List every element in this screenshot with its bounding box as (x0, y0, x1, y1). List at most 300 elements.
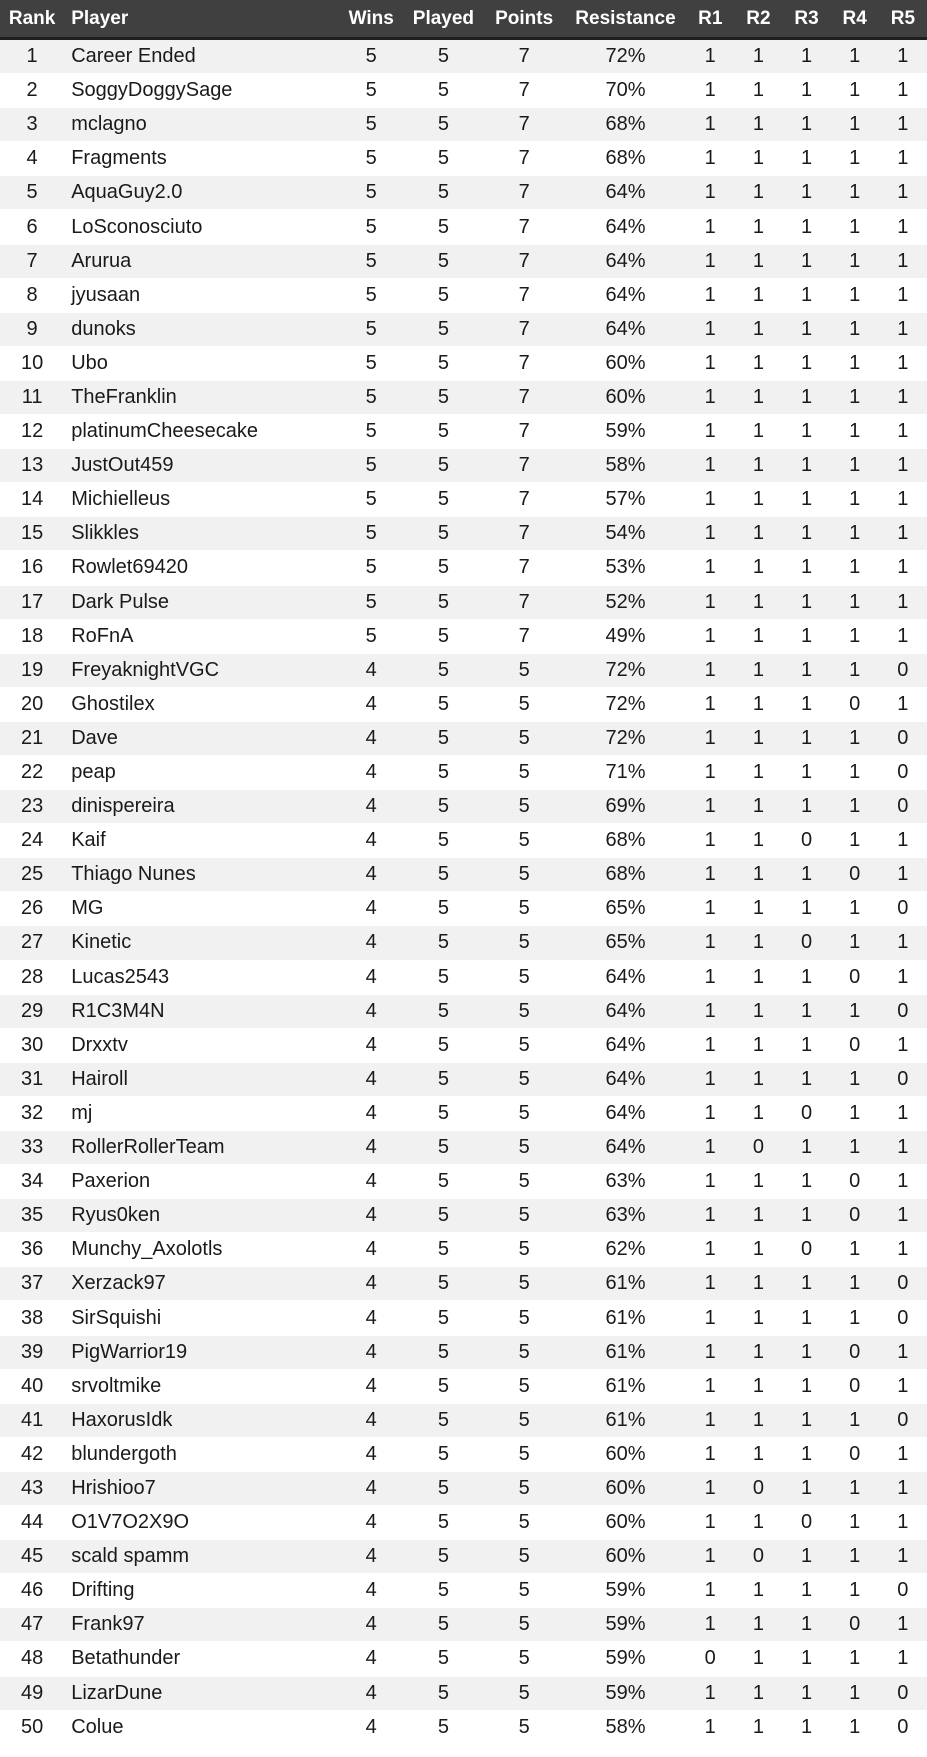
cell-r3: 1 (782, 1574, 830, 1608)
cell-points: 5 (484, 824, 565, 858)
cell-played: 5 (403, 721, 483, 755)
cell-player: Xerzack97 (64, 1267, 339, 1301)
cell-r3: 1 (782, 960, 830, 994)
cell-resistance: 71% (565, 755, 686, 789)
cell-r3: 1 (782, 176, 830, 210)
cell-resistance: 64% (565, 1028, 686, 1062)
cell-wins: 4 (339, 1540, 403, 1574)
cell-r2: 1 (734, 415, 782, 449)
cell-points: 7 (484, 312, 565, 346)
cell-player: Paxerion (64, 1165, 339, 1199)
table-row (0, 1131, 927, 1165)
cell-r2: 1 (734, 449, 782, 483)
cell-r5: 1 (879, 1165, 927, 1199)
cell-player: Thiago Nunes (64, 858, 339, 892)
column-header-wins[interactable]: Wins (339, 0, 403, 39)
cell-r1: 1 (686, 108, 734, 142)
cell-played: 5 (403, 1506, 483, 1540)
cell-r5: 0 (879, 653, 927, 687)
cell-player: dunoks (64, 312, 339, 346)
cell-wins: 4 (339, 1608, 403, 1642)
cell-resistance: 64% (565, 1062, 686, 1096)
cell-wins: 4 (339, 687, 403, 721)
cell-played: 5 (403, 1471, 483, 1505)
cell-resistance: 68% (565, 824, 686, 858)
table-body (0, 39, 927, 1745)
cell-points: 5 (484, 1437, 565, 1471)
table-row (0, 1062, 927, 1096)
column-header-points[interactable]: Points (484, 0, 565, 39)
cell-r2: 1 (734, 960, 782, 994)
cell-player: Ryus0ken (64, 1199, 339, 1233)
cell-r4: 1 (831, 1403, 879, 1437)
cell-r4: 1 (831, 653, 879, 687)
cell-r3: 1 (782, 1676, 830, 1710)
cell-resistance: 59% (565, 415, 686, 449)
cell-player: R1C3M4N (64, 994, 339, 1028)
table-row (0, 483, 927, 517)
cell-r5: 1 (879, 517, 927, 551)
cell-r4: 1 (831, 1301, 879, 1335)
cell-r4: 1 (831, 721, 879, 755)
cell-r3: 1 (782, 1335, 830, 1369)
cell-r2: 1 (734, 994, 782, 1028)
cell-player: srvoltmike (64, 1369, 339, 1403)
cell-played: 5 (403, 483, 483, 517)
column-header-played[interactable]: Played (403, 0, 483, 39)
cell-played: 5 (403, 1403, 483, 1437)
cell-r1: 0 (686, 1642, 734, 1676)
cell-player: Drifting (64, 1574, 339, 1608)
cell-r4: 1 (831, 380, 879, 414)
cell-r2: 0 (734, 1540, 782, 1574)
cell-player: LizarDune (64, 1676, 339, 1710)
table-row (0, 380, 927, 414)
cell-r2: 1 (734, 1096, 782, 1130)
cell-r2: 1 (734, 1369, 782, 1403)
cell-resistance: 59% (565, 1676, 686, 1710)
table-row (0, 1335, 927, 1369)
cell-played: 5 (403, 790, 483, 824)
cell-player: Slikkles (64, 517, 339, 551)
cell-wins: 5 (339, 176, 403, 210)
cell-player: Hairoll (64, 1062, 339, 1096)
table-row (0, 415, 927, 449)
cell-r4: 1 (831, 892, 879, 926)
column-header-resistance[interactable]: Resistance (565, 0, 686, 39)
cell-played: 5 (403, 1165, 483, 1199)
cell-r2: 1 (734, 74, 782, 108)
cell-player: Career Ended (64, 39, 339, 74)
table-row (0, 39, 927, 74)
cell-played: 5 (403, 1369, 483, 1403)
cell-r4: 1 (831, 483, 879, 517)
table-row (0, 1574, 927, 1608)
cell-rank: 49 (0, 1676, 64, 1710)
column-header-player[interactable]: Player (64, 0, 339, 39)
cell-rank: 48 (0, 1642, 64, 1676)
cell-wins: 5 (339, 74, 403, 108)
cell-resistance: 61% (565, 1267, 686, 1301)
cell-rank: 12 (0, 415, 64, 449)
cell-r5: 1 (879, 142, 927, 176)
cell-player: Dark Pulse (64, 585, 339, 619)
cell-rank: 3 (0, 108, 64, 142)
cell-resistance: 64% (565, 1096, 686, 1130)
cell-r5: 1 (879, 346, 927, 380)
cell-r2: 1 (734, 312, 782, 346)
cell-wins: 5 (339, 312, 403, 346)
cell-r2: 1 (734, 278, 782, 312)
cell-r2: 1 (734, 176, 782, 210)
cell-rank: 19 (0, 653, 64, 687)
cell-points: 7 (484, 517, 565, 551)
cell-points: 5 (484, 1062, 565, 1096)
cell-resistance: 65% (565, 892, 686, 926)
cell-rank: 4 (0, 142, 64, 176)
cell-wins: 4 (339, 1403, 403, 1437)
cell-r4: 1 (831, 790, 879, 824)
cell-r3: 1 (782, 653, 830, 687)
cell-r5: 1 (879, 1437, 927, 1471)
table-row (0, 108, 927, 142)
cell-r1: 1 (686, 1506, 734, 1540)
cell-rank: 42 (0, 1437, 64, 1471)
cell-wins: 4 (339, 892, 403, 926)
cell-wins: 4 (339, 1233, 403, 1267)
cell-rank: 6 (0, 210, 64, 244)
cell-resistance: 60% (565, 346, 686, 380)
cell-resistance: 58% (565, 449, 686, 483)
cell-r2: 1 (734, 1233, 782, 1267)
cell-r5: 1 (879, 278, 927, 312)
column-header-r2[interactable]: R2 (734, 0, 782, 39)
cell-r4: 0 (831, 858, 879, 892)
cell-r3: 1 (782, 721, 830, 755)
cell-r3: 0 (782, 1096, 830, 1130)
cell-resistance: 68% (565, 142, 686, 176)
table-row (0, 960, 927, 994)
cell-player: Colue (64, 1710, 339, 1744)
cell-r2: 1 (734, 926, 782, 960)
table-row (0, 142, 927, 176)
cell-points: 7 (484, 142, 565, 176)
cell-r1: 1 (686, 1403, 734, 1437)
cell-r3: 1 (782, 1471, 830, 1505)
cell-r3: 1 (782, 551, 830, 585)
cell-r4: 1 (831, 176, 879, 210)
cell-r2: 1 (734, 721, 782, 755)
cell-points: 7 (484, 74, 565, 108)
cell-r1: 1 (686, 415, 734, 449)
cell-rank: 15 (0, 517, 64, 551)
cell-resistance: 60% (565, 1437, 686, 1471)
table-row (0, 824, 927, 858)
cell-r2: 1 (734, 790, 782, 824)
cell-r4: 1 (831, 1506, 879, 1540)
table-row (0, 755, 927, 789)
cell-player: blundergoth (64, 1437, 339, 1471)
cell-played: 5 (403, 1335, 483, 1369)
table-row (0, 1437, 927, 1471)
cell-played: 5 (403, 312, 483, 346)
cell-r4: 1 (831, 619, 879, 653)
cell-r2: 1 (734, 1062, 782, 1096)
cell-r2: 1 (734, 1199, 782, 1233)
cell-resistance: 49% (565, 619, 686, 653)
column-header-r1[interactable]: R1 (686, 0, 734, 39)
cell-r5: 1 (879, 380, 927, 414)
cell-r2: 1 (734, 1608, 782, 1642)
table-row (0, 687, 927, 721)
cell-resistance: 72% (565, 721, 686, 755)
cell-r3: 1 (782, 312, 830, 346)
cell-r4: 1 (831, 994, 879, 1028)
cell-resistance: 64% (565, 278, 686, 312)
cell-played: 5 (403, 1574, 483, 1608)
cell-played: 5 (403, 755, 483, 789)
cell-wins: 4 (339, 1165, 403, 1199)
cell-r2: 0 (734, 1471, 782, 1505)
table-row (0, 619, 927, 653)
cell-r4: 0 (831, 1165, 879, 1199)
cell-wins: 5 (339, 483, 403, 517)
cell-r3: 1 (782, 39, 830, 74)
cell-resistance: 62% (565, 1233, 686, 1267)
cell-player: FreyaknightVGC (64, 653, 339, 687)
column-header-rank[interactable]: Rank (0, 0, 64, 39)
cell-r1: 1 (686, 721, 734, 755)
cell-r1: 1 (686, 517, 734, 551)
cell-wins: 4 (339, 1676, 403, 1710)
cell-resistance: 61% (565, 1335, 686, 1369)
cell-r1: 1 (686, 1028, 734, 1062)
cell-rank: 50 (0, 1710, 64, 1744)
cell-player: Ubo (64, 346, 339, 380)
cell-wins: 4 (339, 1471, 403, 1505)
column-header-r4[interactable]: R4 (831, 0, 879, 39)
cell-played: 5 (403, 1642, 483, 1676)
cell-r5: 1 (879, 1131, 927, 1165)
cell-rank: 9 (0, 312, 64, 346)
cell-r3: 1 (782, 1403, 830, 1437)
cell-r2: 1 (734, 1301, 782, 1335)
table-row (0, 1471, 927, 1505)
cell-points: 5 (484, 926, 565, 960)
cell-played: 5 (403, 415, 483, 449)
cell-r1: 1 (686, 142, 734, 176)
cell-r3: 1 (782, 415, 830, 449)
cell-points: 5 (484, 1267, 565, 1301)
cell-r5: 1 (879, 1642, 927, 1676)
cell-r2: 1 (734, 517, 782, 551)
table-row (0, 517, 927, 551)
cell-r1: 1 (686, 1267, 734, 1301)
table-row (0, 1301, 927, 1335)
cell-wins: 4 (339, 790, 403, 824)
cell-points: 7 (484, 380, 565, 414)
cell-points: 7 (484, 619, 565, 653)
cell-r4: 1 (831, 108, 879, 142)
cell-r4: 1 (831, 278, 879, 312)
cell-player: LoSconosciuto (64, 210, 339, 244)
cell-r1: 1 (686, 312, 734, 346)
cell-r1: 1 (686, 1062, 734, 1096)
cell-r5: 1 (879, 687, 927, 721)
cell-r2: 1 (734, 210, 782, 244)
cell-r2: 1 (734, 1676, 782, 1710)
cell-r1: 1 (686, 755, 734, 789)
cell-rank: 2 (0, 74, 64, 108)
cell-r5: 1 (879, 312, 927, 346)
cell-points: 5 (484, 1369, 565, 1403)
table-row (0, 312, 927, 346)
cell-played: 5 (403, 653, 483, 687)
cell-played: 5 (403, 892, 483, 926)
cell-r4: 1 (831, 1062, 879, 1096)
column-header-r3[interactable]: R3 (782, 0, 830, 39)
cell-rank: 22 (0, 755, 64, 789)
cell-r5: 0 (879, 1267, 927, 1301)
table-row (0, 1165, 927, 1199)
cell-points: 7 (484, 449, 565, 483)
cell-r2: 1 (734, 1437, 782, 1471)
cell-r1: 1 (686, 892, 734, 926)
cell-points: 5 (484, 1403, 565, 1437)
cell-r1: 1 (686, 1199, 734, 1233)
cell-r1: 1 (686, 346, 734, 380)
cell-r4: 0 (831, 1437, 879, 1471)
cell-played: 5 (403, 551, 483, 585)
cell-rank: 31 (0, 1062, 64, 1096)
cell-resistance: 69% (565, 790, 686, 824)
cell-r1: 1 (686, 449, 734, 483)
cell-resistance: 68% (565, 108, 686, 142)
cell-rank: 16 (0, 551, 64, 585)
cell-played: 5 (403, 1608, 483, 1642)
cell-player: HaxorusIdk (64, 1403, 339, 1437)
cell-r3: 0 (782, 1506, 830, 1540)
cell-rank: 10 (0, 346, 64, 380)
cell-rank: 25 (0, 858, 64, 892)
cell-r2: 1 (734, 380, 782, 414)
cell-r3: 1 (782, 244, 830, 278)
cell-r4: 1 (831, 1642, 879, 1676)
cell-r3: 1 (782, 346, 830, 380)
cell-resistance: 59% (565, 1574, 686, 1608)
cell-r5: 1 (879, 926, 927, 960)
cell-wins: 4 (339, 1710, 403, 1744)
cell-r3: 1 (782, 687, 830, 721)
cell-r4: 1 (831, 142, 879, 176)
cell-played: 5 (403, 449, 483, 483)
cell-r3: 1 (782, 1369, 830, 1403)
cell-wins: 5 (339, 210, 403, 244)
cell-r2: 1 (734, 1165, 782, 1199)
cell-r3: 1 (782, 1062, 830, 1096)
cell-player: Michielleus (64, 483, 339, 517)
cell-resistance: 60% (565, 1540, 686, 1574)
cell-resistance: 64% (565, 1131, 686, 1165)
cell-wins: 4 (339, 1267, 403, 1301)
cell-r3: 1 (782, 755, 830, 789)
cell-r1: 1 (686, 1574, 734, 1608)
cell-r5: 1 (879, 1335, 927, 1369)
cell-rank: 27 (0, 926, 64, 960)
cell-points: 5 (484, 1165, 565, 1199)
cell-r5: 1 (879, 449, 927, 483)
table-header (0, 0, 927, 39)
cell-played: 5 (403, 1540, 483, 1574)
cell-r2: 0 (734, 1131, 782, 1165)
cell-r2: 1 (734, 892, 782, 926)
cell-r1: 1 (686, 74, 734, 108)
cell-points: 7 (484, 39, 565, 74)
cell-r1: 1 (686, 585, 734, 619)
cell-r5: 1 (879, 415, 927, 449)
cell-r1: 1 (686, 39, 734, 74)
cell-r4: 1 (831, 415, 879, 449)
table-row (0, 1403, 927, 1437)
cell-resistance: 68% (565, 858, 686, 892)
cell-r5: 0 (879, 1676, 927, 1710)
table-row (0, 858, 927, 892)
cell-r5: 0 (879, 755, 927, 789)
cell-wins: 5 (339, 142, 403, 176)
cell-wins: 5 (339, 517, 403, 551)
cell-points: 7 (484, 278, 565, 312)
cell-played: 5 (403, 585, 483, 619)
cell-r2: 1 (734, 1267, 782, 1301)
cell-r1: 1 (686, 619, 734, 653)
cell-r1: 1 (686, 858, 734, 892)
column-header-r5[interactable]: R5 (879, 0, 927, 39)
cell-r5: 0 (879, 892, 927, 926)
cell-r3: 1 (782, 449, 830, 483)
cell-r3: 1 (782, 517, 830, 551)
cell-r2: 1 (734, 108, 782, 142)
cell-points: 5 (484, 1642, 565, 1676)
cell-r1: 1 (686, 1301, 734, 1335)
cell-r4: 1 (831, 585, 879, 619)
cell-played: 5 (403, 278, 483, 312)
cell-r5: 1 (879, 483, 927, 517)
cell-player: O1V7O2X9O (64, 1506, 339, 1540)
table-row (0, 1540, 927, 1574)
cell-resistance: 60% (565, 380, 686, 414)
cell-r1: 1 (686, 1676, 734, 1710)
cell-r1: 1 (686, 1335, 734, 1369)
cell-r4: 1 (831, 926, 879, 960)
cell-resistance: 53% (565, 551, 686, 585)
cell-wins: 4 (339, 1335, 403, 1369)
cell-rank: 23 (0, 790, 64, 824)
cell-points: 5 (484, 1540, 565, 1574)
cell-r1: 1 (686, 210, 734, 244)
cell-player: Drxxtv (64, 1028, 339, 1062)
cell-player: RoFnA (64, 619, 339, 653)
cell-resistance: 57% (565, 483, 686, 517)
cell-points: 5 (484, 1233, 565, 1267)
cell-resistance: 72% (565, 653, 686, 687)
cell-r1: 1 (686, 687, 734, 721)
cell-r2: 1 (734, 1710, 782, 1744)
table-row (0, 176, 927, 210)
cell-r5: 0 (879, 1301, 927, 1335)
cell-r2: 1 (734, 1506, 782, 1540)
cell-resistance: 59% (565, 1642, 686, 1676)
cell-wins: 4 (339, 1369, 403, 1403)
